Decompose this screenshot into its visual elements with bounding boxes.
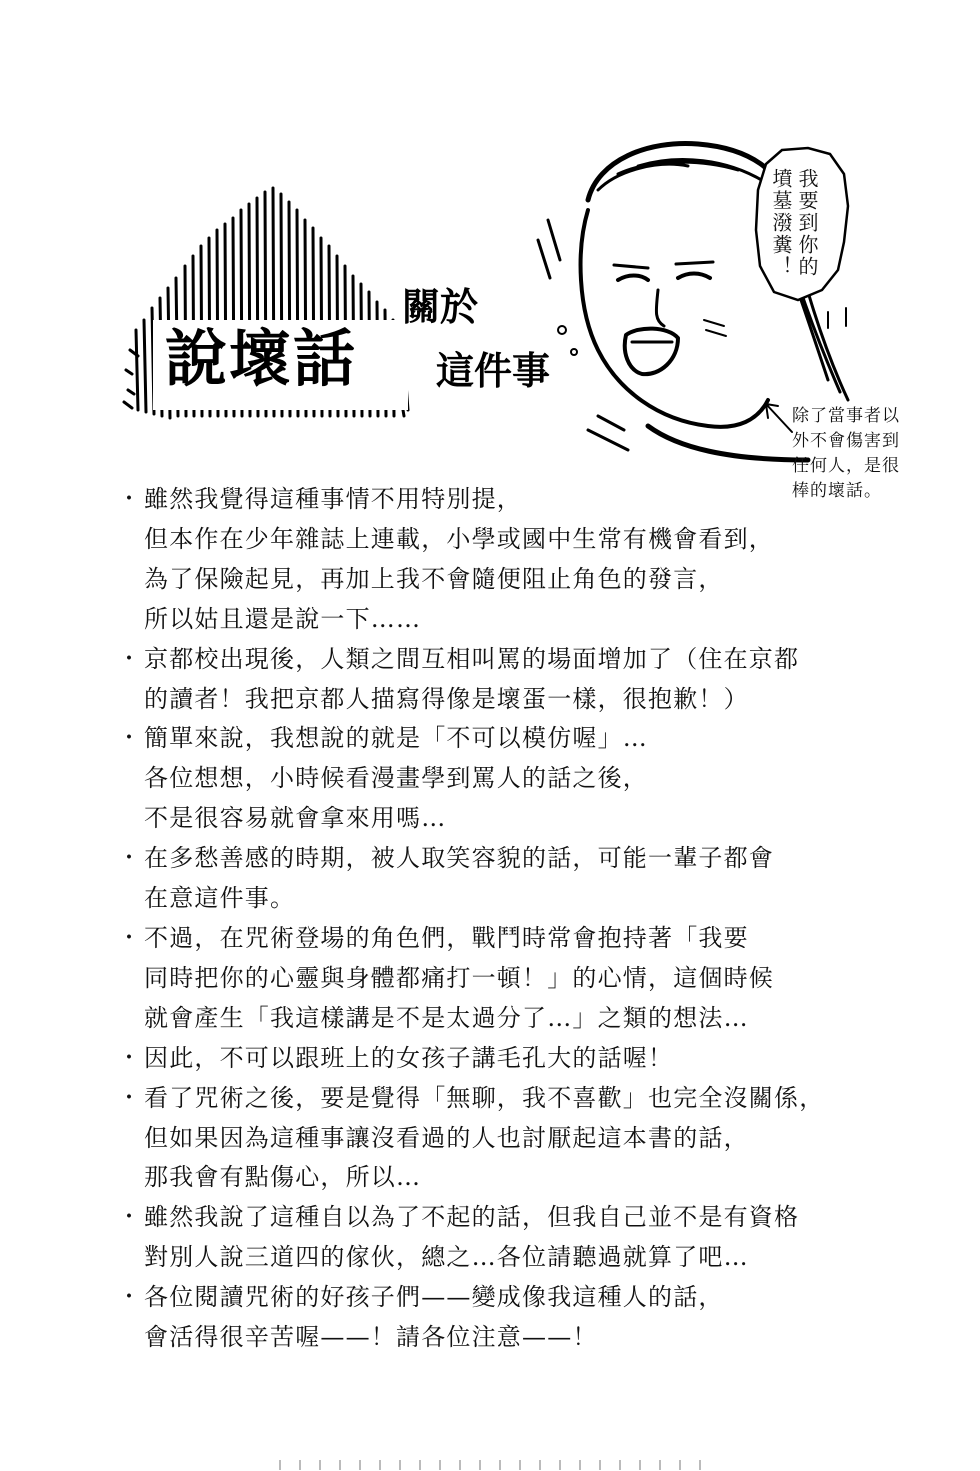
bullet-item: [118, 640, 908, 720]
afterword-bullet-list: [118, 480, 908, 1358]
title-hatching-art: [108, 180, 578, 440]
bullet-item: [118, 1198, 908, 1278]
bullet-item: [118, 719, 908, 839]
body-line: ・ 簡單來說，我想說的就是「不可以模仿喔」…: [144, 724, 648, 753]
title-sub-thing: 這件事: [436, 349, 551, 393]
body-line: 同時把你的心靈與身體都痛打一頓！」的心情，這個時候: [144, 963, 774, 992]
body-line: ・ 雖然我覺得這種事情不用特別提，: [144, 485, 522, 513]
body-line: 的讀者！我把京都人描寫得像是壞蛋一樣，很抱歉！）: [144, 684, 749, 713]
bullet-item: [118, 1079, 908, 1199]
speech-bubble-text: 我要到你的墳墓潑糞！: [769, 168, 819, 278]
title-main: 說壞話: [165, 322, 358, 395]
body-line: 那我會有點傷心，所以…: [144, 1163, 422, 1192]
side-note-line: 棒的壞話。: [792, 481, 882, 501]
bottom-edge-hatching: [270, 1458, 710, 1471]
body-line: 各位想想，小時候看漫畫學到罵人的話之後，: [144, 764, 648, 793]
body-line: ・ 因此，不可以跟班上的女孩子講毛孔大的話喔！: [144, 1043, 674, 1072]
side-note-line: 除了當事者以: [792, 406, 900, 426]
body-line: 為了保險起見，再加上我不會隨便阻止角色的發言，: [144, 564, 724, 593]
body-line: ・ 各位閱讀咒術的好孩子們——變成像我這種人的話，: [144, 1283, 724, 1312]
body-line: 就會產生「我這樣講是不是太過分了…」之類的想法…: [144, 1003, 749, 1032]
body-line: ・ 看了咒術之後，要是覺得「無聊，我不喜歡」也完全沒關係，: [144, 1083, 825, 1112]
side-note-line: 任何人，是很: [792, 456, 900, 476]
body-line: 但本作在少年雜誌上連載，小學或國中生常有機會看到，: [144, 524, 774, 553]
body-line: 但如果因為這種事讓沒看過的人也討厭起這本書的話，: [144, 1123, 749, 1152]
body-line: 在意這件事。: [144, 884, 296, 913]
bullet-item: [118, 839, 908, 919]
body-line: ・ 京都校出現後，人類之間互相叫罵的場面增加了（住在京都: [144, 644, 800, 673]
body-line: 不是很容易就會拿來用嗎…: [144, 804, 447, 833]
bullet-item: [118, 1278, 908, 1358]
body-line: 會活得很辛苦喔——！請各位注意——！: [144, 1323, 598, 1352]
side-note-line: 外不會傷害到: [792, 431, 900, 451]
bullet-item: [118, 919, 908, 1039]
bullet-item: [118, 1039, 908, 1079]
body-line: ・ 在多愁善感的時期，被人取笑容貌的話，可能一輩子都會: [144, 844, 774, 873]
title-sub-about: 關於: [402, 285, 479, 329]
body-line: ・ 雖然我說了這種自以為了不起的話，但我自己並不是有資格: [144, 1203, 800, 1232]
body-line: ・ 不過，在咒術登場的角色們，戰鬥時常會抱持著「我要: [144, 923, 749, 952]
body-line: 所以姑且還是說一下……: [144, 604, 422, 633]
body-line: 對別人說三道四的傢伙，總之…各位請聽過就算了吧…: [144, 1243, 749, 1272]
bullet-item: [118, 480, 908, 640]
